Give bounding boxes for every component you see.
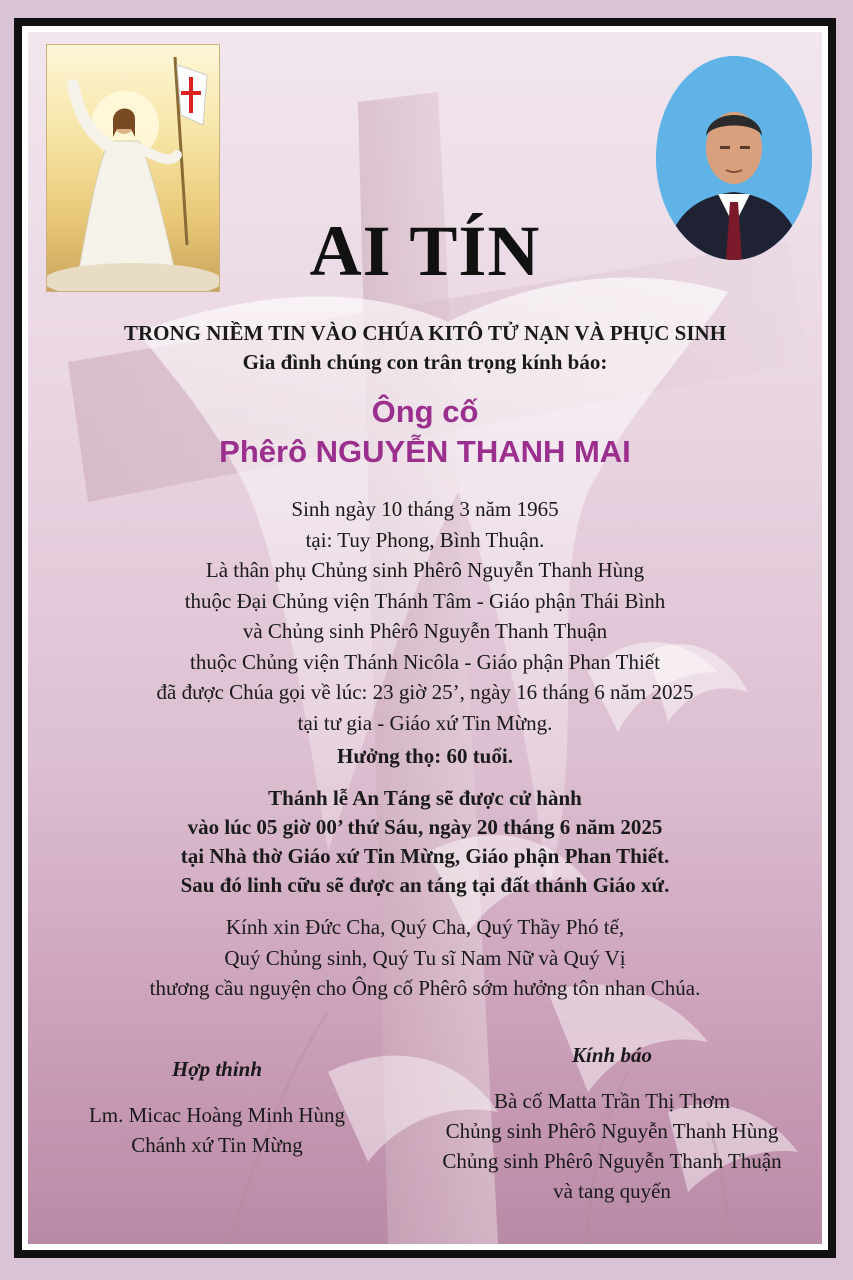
detail-line: thuộc Chủng viện Thánh Nicôla - Giáo phận Phan Thiết: [190, 649, 660, 674]
detail-line: tại: Tuy Phong, Bình Thuận.: [305, 527, 545, 552]
detail-line: thuộc Đại Chủng viện Thánh Tâm - Giáo phận Thái Bình: [184, 588, 666, 613]
signature-right-line: Chủng sinh Phêrô Nguyễn Thanh Hùng: [445, 1119, 779, 1143]
details-block: [28, 494, 822, 738]
signature-right-line: Bà cố Matta Trần Thị Thơm: [493, 1089, 731, 1113]
detail-line: đã được Chúa gọi về lúc: 23 giờ 25’, ngày 16 tháng 6 năm 2025: [156, 680, 694, 704]
intro-faith-line: TRONG NIỀM TIN VÀO CHÚA KITÔ TỬ NẠN VÀ PHỤC SINH: [123, 321, 727, 345]
deceased-block: [28, 394, 822, 470]
request-line: thương cầu nguyện cho Ông cố Phêrô sớm hưởng tôn nhan Chúa.: [149, 976, 701, 1000]
intro-block: [28, 321, 822, 375]
detail-line: Sinh ngày 10 tháng 3 năm 1965: [291, 497, 559, 521]
signature-left: [42, 1057, 392, 1160]
funeral-line: tại Nhà thờ Giáo xứ Tin Mừng, Giáo phận Phan Thiết.: [180, 844, 670, 868]
detail-line: và Chủng sinh Phêrô Nguyễn Thanh Thuận: [242, 619, 608, 643]
intro-announce-line: Gia đình chúng con trân trọng kính báo:: [242, 350, 608, 374]
funeral-line: Thánh lễ An Táng sẽ được cử hành: [268, 786, 582, 810]
signature-left-line: Lm. Micac Hoàng Minh Hùng: [88, 1103, 346, 1127]
request-line: Quý Chủng sinh, Quý Tu sĩ Nam Nữ và Quý Vị: [224, 945, 626, 970]
signature-right: [400, 1043, 822, 1206]
age-line: Hưởng thọ: 60 tuổi.: [337, 744, 513, 768]
signature-left-line: Chánh xứ Tin Mừng: [131, 1133, 303, 1157]
signature-right-line: Chủng sinh Phêrô Nguyễn Thanh Thuận: [442, 1149, 782, 1173]
request-line: Kính xin Đức Cha, Quý Cha, Quý Thầy Phó tế,: [225, 915, 625, 939]
page-title: AI TÍN: [309, 211, 541, 291]
signature-right-line: và tang quyến: [553, 1179, 671, 1203]
signature-left-title: Hợp thỉnh: [171, 1057, 263, 1081]
request-block: [28, 912, 822, 1004]
deceased-full-name: Phêrô NGUYỄN THANH MAI: [219, 434, 631, 469]
detail-line: tại tư gia - Giáo xứ Tin Mừng.: [297, 710, 553, 735]
signature-right-title: Kính báo: [572, 1043, 652, 1067]
obituary-card: [28, 32, 822, 1244]
outer-frame: [14, 18, 836, 1258]
funeral-block: [28, 784, 822, 900]
inner-frame: [22, 26, 828, 1250]
funeral-line: vào lúc 05 giờ 00’ thứ Sáu, ngày 20 tháng 6 năm 2025: [187, 815, 663, 839]
deceased-honorific: Ông cố: [371, 394, 479, 429]
funeral-line: Sau đó linh cữu sẽ được an táng tại đất thánh Giáo xứ.: [180, 873, 670, 897]
detail-line: Là thân phụ Chủng sinh Phêrô Nguyễn Thanh Hùng: [205, 558, 645, 582]
